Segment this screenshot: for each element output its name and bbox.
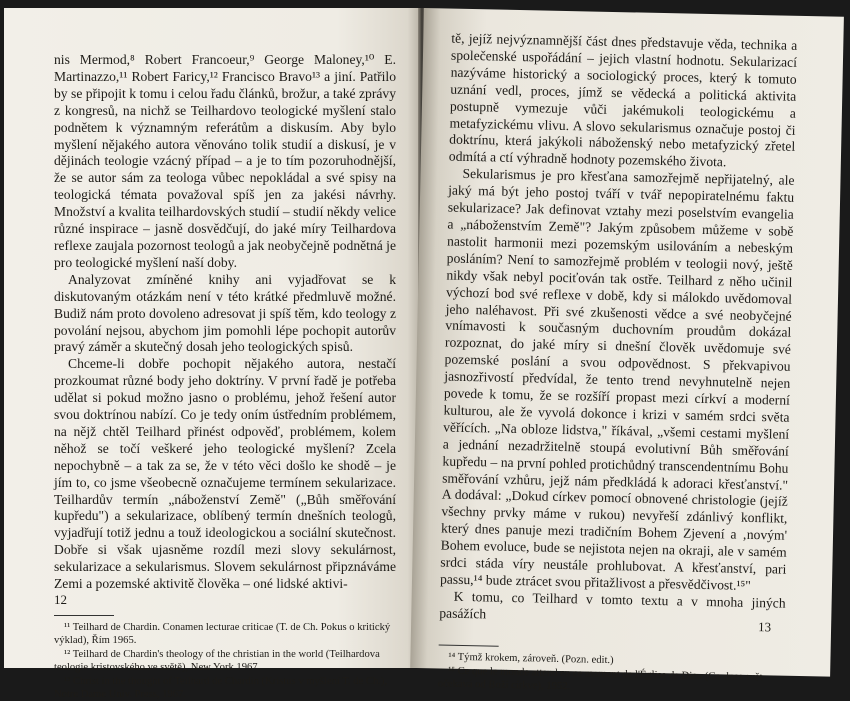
footnote-14: ¹⁴ Týmž krokem, zároveň. (Pozn. edit.) <box>448 651 614 666</box>
right-paragraph-3: K tomu, co Teilhard v tomto textu a v mnoha jiných pasážích <box>439 588 786 622</box>
footnote-15: ¹⁵ Ce que le monde attend en ce moment de l'Église de Dieu (Co dnes svět očekává od Boží církve), 1952. <box>437 665 763 692</box>
left-page <box>4 8 420 700</box>
right-paragraph-2: Sekularismus je pro křesťana samozřejmě nepřijatelný, ale jaký má být jeho postoj tváří v tvář nepopiratelnému faktu sekularizace? Jak definovat vztahy mezi poselstvím evangelia a „náboženstvím Země"? Jakým způsobem můžeme v sobě nastolit harmonii mezi pozemským usilováním a nebeským posláním? Není to samozřejmě problém v teologii nový, ještě nikdy však nebyl pociťován tak ostře. Teilhard z něho učinil výchozí bod své reflexe v době, kdy si málokdo uvědomoval jeho naléhavost. Při své zkušenosti vědce a své neobyčejné vnímavosti k současným duchovním proudům dokázal rozpoznat, do jaké míry si dnešní člověk uvědomuje své pozemské poslání a svou odpovědnost. S překvapivou jasnozřivostí předvídal, že tento trend nevyhnutelně nejen povede k tomu, že se rozšíří propast mezi církví a moderní kulturou, ale že vyvolá dokonce i krizi v samém srdci světa věřících. „Na obloze lidstva," říkával, „všemi cestami myšlení a jednání nezadržitelně stoupá evolutivní Bůh směřování kupředu – na první pohled protichůdný transcendentnímu Bohu směřování vzhůru, jejž nám předkládá k adoraci křesťanství." A dodával: „Dokud církev pomocí obnovené christologie (jejíž všechny prvky máme v rukou) nevyřeší zdánlivý konflikt, který dnes panuje mezi tradičním Bohem Zjevení a ‚novým' Bohem evoluce, bude se nejistota nejen na okraji, ale v samém srdci stáda víry neustále prohlubovat. A křesťanství, pari passu,¹⁴ bude ztrácet svou přitažlivost a přesvědčivost.¹⁵" <box>439 166 795 593</box>
footnote-11: ¹¹ Teilhard de Chardin. Conamen lecturae criticae (T. de Ch. Pokus o kritický výklad), Řím 1965. <box>54 622 391 646</box>
footnote-13: ¹³ Christ in the thought of Teilhard de Chardin (Kristus v myšlení T. de Ch.), Notre Dame Univ. Press, 1967. <box>54 676 388 700</box>
left-footnotes <box>54 615 396 701</box>
right-page <box>410 8 844 692</box>
left-body-text <box>54 52 396 593</box>
right-body-text <box>439 31 797 630</box>
left-paragraph-1: nis Mermod,⁸ Robert Francoeur,⁹ George Maloney,¹⁰ E. Martinazzo,¹¹ Robert Faricy,¹² Francisco Bravo¹³ a jiní. Patřilo by se připojit k tomu i celou řadu článků, brožur, a také zprávy z kongresů, na nichž se Teilhardovo teologické myšlení stalo podnětem k významným referátům a diskusím. Aby bylo myšlení nějakého autora věnováno tolik studií a diskusí, je v dějinách teologie vzácný případ – a je to tím pozoruhodnější, že se autor sám za teologa vůbec nepokládal a své spisy na teologická témata považoval spíš jen za jakési návrhy. Množství a kvalita teilhardovských studií – studií někdy velice různé inspirace – jasně dosvědčují, do jaké míry Teilhardova reflexe zaujala pozornost teologů a jak neobyčejně podnětná je pro teologické myšlení naší doby. <box>54 52 396 270</box>
right-paragraph-1: tě, jejíž nejvýznamnější část dnes představuje věda, technika a společenské uspořádání – jejich vlastní hodnotu. Sekularizací nazýváme historický a sociologický proces, který k tomuto uznání vedl, proces, jímž se vědecká a politická aktivita postupně vymezuje vůči jakémukoli teologickému a metafyzickému vlivu. A slovo sekularismus označuje postoj či doktrínu, která jakýkoli náboženský nebo metafyzický zřetel odmítá a ctí výhradně hodnoty pozemského života. <box>448 30 798 170</box>
left-paragraph-3: Chceme-li dobře pochopit nějakého autora, nestačí prozkoumat různé body jeho doktríny. V první řadě je potřeba udělat si pokud možno jasno o problému, jehož řešení autor svou doktrínou nabízí. Co je tedy oním ústředním problémem, na nějž chtěl Teilhard přinést odpověď, problémem, kolem něhož se točí veškeré jeho teologické myšlení? Zcela nepochybně – a tak za se, že v této věci došlo ke shodě – je jím to, co jsme všeobecně označujeme termínem sekularizace. Teilhardův termín „náboženství Země" („Bůh směřování kupředu") a sekularizace, oblíbený termín dnešních teologů, vyjadřují totiž jednu a touž ideologickou a sociální skutečnost. Dobře si však ujasněme rozdíl mezi slovy sekulárnost, sekularizace a sekularismus. Slovem sekulárnost připznáváme Zemi a pozemské aktivitě člověka – oné lidské aktivi- <box>54 356 396 592</box>
right-footnotes <box>438 644 785 697</box>
footnote-12: ¹² Teilhard de Chardin's theology of the christian in the world (Teilhardova teologie kristovského ve světě), New York 1967. <box>54 649 380 673</box>
left-page-number: 12 <box>54 592 67 607</box>
left-paragraph-2: Analyzovat zmíněné knihy ani vyjadřovat se k diskutovaným otázkám není v této krátké předmluvě možné. Budiž nám proto dovoleno adresovat ji spíš těm, kdo teology z povolání nejsou, abychom jim pomohli lépe pochopit autorův pravý záměr a skutečný dosah jeho teologických spisů. <box>54 271 396 355</box>
right-page-number: 13 <box>757 619 772 635</box>
